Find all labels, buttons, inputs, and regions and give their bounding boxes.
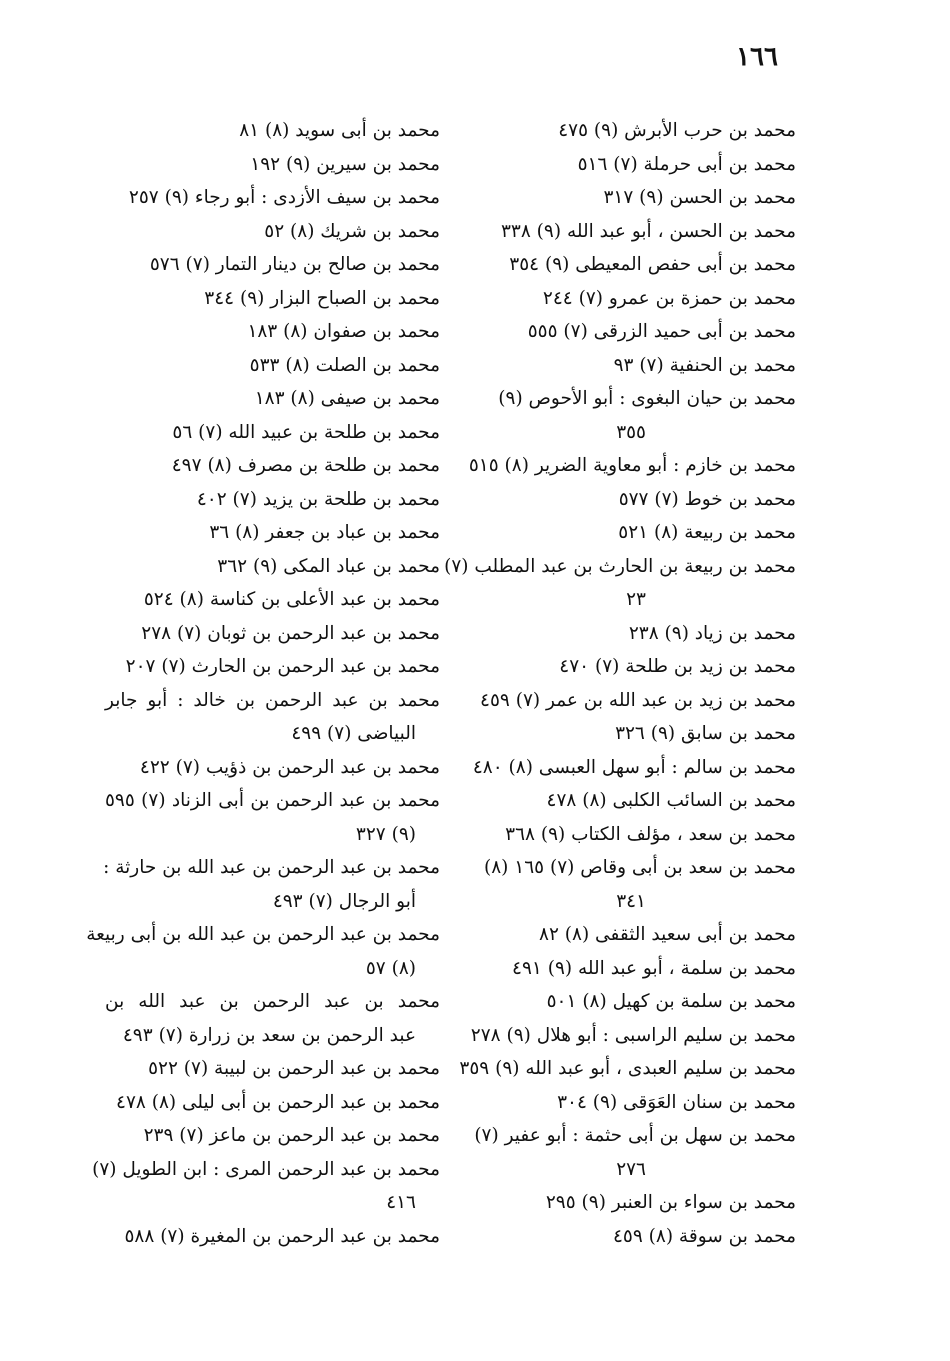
index-entry xyxy=(105,181,440,215)
index-entry-text: محمد بن عبد الرحمن بن لبيبة (٧) ٥٢٢ xyxy=(148,1058,440,1079)
index-entry-text: محمد بن عبد الرحمن بن خالد : أبو جابر xyxy=(105,689,440,711)
index-entry xyxy=(461,516,796,550)
index-entry-text: محمد بن عبد الرحمن بن أبى ليلى (٨) ٤٧٨ xyxy=(116,1091,440,1113)
index-entry xyxy=(461,382,796,449)
index-entry-text: محمد بن زيد بن عبد الله بن عمر (٧) ٤٥٩ xyxy=(480,689,796,711)
index-entry-text: محمد بن عباد بن جعفر (٨) ٣٦ xyxy=(209,522,440,543)
index-entry-text: محمد بن عبد الرحمن بن ماعز (٧) ٢٣٩ xyxy=(143,1125,440,1146)
index-entry xyxy=(461,1220,796,1254)
index-entry xyxy=(105,516,440,550)
index-entry-text: محمد بن أبى سويد (٨) ٨١ xyxy=(239,120,440,141)
index-entry xyxy=(461,1019,796,1053)
index-entry xyxy=(461,114,796,148)
index-entry xyxy=(461,282,796,316)
index-entry xyxy=(105,483,440,517)
index-entry-text: محمد بن زياد (٩) ٢٣٨ xyxy=(628,622,796,644)
page-number: ١٦٦ xyxy=(736,42,778,72)
index-entry-continuation: (٩) ٣٢٧ xyxy=(355,823,416,845)
index-entry-text: محمد بن صالح بن دينار التمار (٧) ٥٧٦ xyxy=(149,254,440,275)
index-entry xyxy=(105,1119,440,1153)
index-entry-text: محمد بن عبد الرحمن بن عبد الله بن حارثة : xyxy=(103,857,440,878)
index-entry xyxy=(461,483,796,517)
index-entry xyxy=(461,985,796,1019)
index-entry-text: محمد بن ربيعة (٨) ٥٢١ xyxy=(618,522,796,543)
index-entry xyxy=(105,282,440,316)
index-entry xyxy=(444,550,796,617)
index-entry-text: محمد بن سليم العبدى ، أبو عبد الله (٩) ٣٥٩ xyxy=(459,1058,796,1079)
index-entry-text: محمد بن سعد بن أبى وقاص (٧) ١٦٥ (٨) xyxy=(484,857,796,878)
index-entry-text: محمد بن سالم : أبو سهل العبسى (٨) ٤٨٠ xyxy=(472,756,796,778)
index-entry-continuation: البياضى (٧) ٤٩٩ xyxy=(291,723,416,744)
index-entry xyxy=(86,918,440,985)
index-entry xyxy=(105,1086,440,1120)
index-entry-text: محمد بن طلحة بن مصرف (٨) ٤٩٧ xyxy=(171,455,440,476)
index-entry-text: محمد بن سلمة بن كهيل (٨) ٥٠١ xyxy=(546,991,796,1012)
index-entry xyxy=(461,148,796,182)
index-entry-text: محمد بن سعد ، مؤلف الكتاب (٩) ٣٦٨ xyxy=(505,823,796,845)
index-entry-text: محمد بن خوط (٧) ٥٧٧ xyxy=(618,488,796,510)
index-entry-text: محمد بن عبد الرحمن بن عبد الله بن أبى ربيعة xyxy=(86,924,440,945)
index-entry-text: محمد بن سابق (٩) ٣٢٦ xyxy=(615,723,796,744)
index-entry-text: محمد بن صيفى (٨) ١٨٣ xyxy=(254,388,440,409)
index-entry xyxy=(461,650,796,684)
index-entry-text: محمد بن الحنفية (٧) ٩٣ xyxy=(613,354,796,376)
index-entry xyxy=(461,449,796,483)
index-entry-text: محمد بن سهل بن أبى حثمة : أبو عفير (٧) xyxy=(474,1125,796,1146)
index-entry xyxy=(105,416,440,450)
index-entry-text: محمد بن الحسن ، أبو عبد الله (٩) ٣٣٨ xyxy=(500,220,796,242)
index-entry-text: محمد بن الصباح البزار (٩) ٣٤٤ xyxy=(204,287,440,309)
index-entry xyxy=(461,1119,796,1186)
index-entry xyxy=(105,248,440,282)
index-entry xyxy=(461,349,796,383)
index-entry xyxy=(461,215,796,249)
index-entry xyxy=(461,181,796,215)
index-entry-text: محمد بن صفوان (٨) ١٨٣ xyxy=(247,321,440,342)
index-entry-text: محمد بن سلمة ، أبو عبد الله (٩) ٤٩١ xyxy=(512,957,796,979)
index-entry xyxy=(461,818,796,852)
index-entry xyxy=(461,952,796,986)
index-entry xyxy=(461,1186,796,1220)
index-entry xyxy=(461,851,796,918)
index-column-left xyxy=(86,114,440,1253)
index-entry-text: محمد بن أبى حفص المعيطى (٩) ٣٥٤ xyxy=(509,254,796,275)
index-entry-text: محمد بن عبد الرحمن بن الحارث (٧) ٢٠٧ xyxy=(125,656,440,677)
index-entry xyxy=(461,784,796,818)
index-entry-text: محمد بن السائب الكلبى (٨) ٤٧٨ xyxy=(546,790,796,811)
index-entry-text: محمد بن حيان البغوى : أبو الأحوص (٩) xyxy=(498,388,796,409)
index-entry xyxy=(105,114,440,148)
index-entry-text: محمد بن عبد الرحمن بن عبد الله بن xyxy=(105,991,440,1012)
index-entry xyxy=(461,248,796,282)
index-entry-text: محمد بن عبد الرحمن بن ثوبان (٧) ٢٧٨ xyxy=(141,622,440,644)
index-entry-text: محمد بن سنان العَوَقى (٩) ٣٠٤ xyxy=(557,1091,796,1113)
index-entry xyxy=(105,215,440,249)
index-entry xyxy=(105,583,440,617)
index-column-right xyxy=(444,114,796,1253)
index-entry xyxy=(105,784,440,851)
index-entry-text: محمد بن طلحة بن يزيد (٧) ٤٠٢ xyxy=(196,488,440,510)
index-entry-continuation: أبو الرجال (٧) ٤٩٣ xyxy=(272,890,416,912)
index-entry-continuation: ٣٥٥ xyxy=(616,421,646,443)
index-entry-text: محمد بن حرب الأبرش (٩) ٤٧٥ xyxy=(558,120,796,141)
index-entry-text: محمد بن سليم الراسبى : أبو هلال (٩) ٢٧٨ xyxy=(470,1024,796,1046)
index-entry xyxy=(461,315,796,349)
index-entry-continuation: (٨) ٥٧ xyxy=(365,957,416,979)
index-entry-continuation: عبد الرحمن بن سعد بن زرارة (٧) ٤٩٣ xyxy=(122,1024,416,1046)
index-entry-text: محمد بن عباد المكى (٩) ٣٦٢ xyxy=(217,555,440,577)
index-entry-text: محمد بن الصلت (٨) ٥٣٣ xyxy=(249,354,440,376)
index-entry-continuation: ٢٧٦ xyxy=(616,1158,646,1180)
index-entry xyxy=(105,751,440,785)
index-entry xyxy=(105,851,440,918)
index-entry-text: محمد بن عبد الرحمن بن المغيرة (٧) ٥٨٨ xyxy=(124,1225,440,1247)
index-entry xyxy=(105,1220,440,1254)
index-entry xyxy=(105,550,440,584)
index-entry xyxy=(105,1052,440,1086)
index-entry-text: محمد بن سيف الأزدى : أبو رجاء (٩) ٢٥٧ xyxy=(128,187,440,208)
index-entry-text: محمد بن أبى حرملة (٧) ٥١٦ xyxy=(577,153,796,175)
index-entry-text: محمد بن طلحة بن عبيد الله (٧) ٥٦ xyxy=(172,421,440,443)
index-entry xyxy=(461,751,796,785)
index-entry-continuation: ٢٣ xyxy=(626,589,646,610)
index-entry-text: محمد بن سواء بن العنبر (٩) ٢٩٥ xyxy=(545,1192,796,1213)
index-entry-text: محمد بن سيرين (٩) ١٩٢ xyxy=(250,153,440,175)
index-entry-text: محمد بن أبى سعيد الثقفى (٨) ٨٢ xyxy=(539,924,796,945)
index-entry xyxy=(461,617,796,651)
index-entry-text: محمد بن خازم : أبو معاوية الضرير (٨) ٥١٥ xyxy=(468,455,796,476)
index-entry-continuation: ٣٤١ xyxy=(616,890,646,912)
index-entry-text: محمد بن الحسن (٩) ٣١٧ xyxy=(603,187,796,208)
index-entry xyxy=(92,1153,440,1220)
index-entry xyxy=(105,449,440,483)
index-entry xyxy=(105,684,440,751)
index-entry-text: محمد بن عبد الأعلى بن كناسة (٨) ٥٢٤ xyxy=(143,589,440,610)
index-entry xyxy=(105,650,440,684)
index-entry xyxy=(461,684,796,718)
index-entry xyxy=(461,717,796,751)
index-entry-continuation: ٤١٦ xyxy=(386,1192,416,1213)
index-entry-text: محمد بن عبد الرحمن المرى : ابن الطويل (٧) xyxy=(92,1158,440,1180)
index-entry-text: محمد بن أبى حميد الزرقى (٧) ٥٥٥ xyxy=(527,321,796,342)
index-entry xyxy=(105,382,440,416)
index-entry-text: محمد بن ربيعة بن الحارث بن عبد المطلب (٧) xyxy=(444,555,796,577)
index-entry-text: محمد بن سوقة (٨) ٤٥٩ xyxy=(612,1225,796,1247)
index-entry xyxy=(105,349,440,383)
index-entry xyxy=(105,985,440,1052)
index-entry xyxy=(461,918,796,952)
index-entry-text: محمد بن حمزة بن عمرو (٧) ٢٤٤ xyxy=(542,287,796,309)
index-entry-text: محمد بن زيد بن طلحة (٧) ٤٧٠ xyxy=(559,656,796,677)
index-entry xyxy=(461,1052,796,1086)
index-entry-text: محمد بن عبد الرحمن بن ذؤيب (٧) ٤٢٢ xyxy=(139,756,440,778)
index-entry xyxy=(105,617,440,651)
index-entry-text: محمد بن شريك (٨) ٥٢ xyxy=(264,220,440,242)
index-entry xyxy=(105,315,440,349)
index-entry-text: محمد بن عبد الرحمن بن أبى الزناد (٧) ٥٩٥ xyxy=(105,790,440,811)
index-entry xyxy=(461,1086,796,1120)
index-entry xyxy=(105,148,440,182)
